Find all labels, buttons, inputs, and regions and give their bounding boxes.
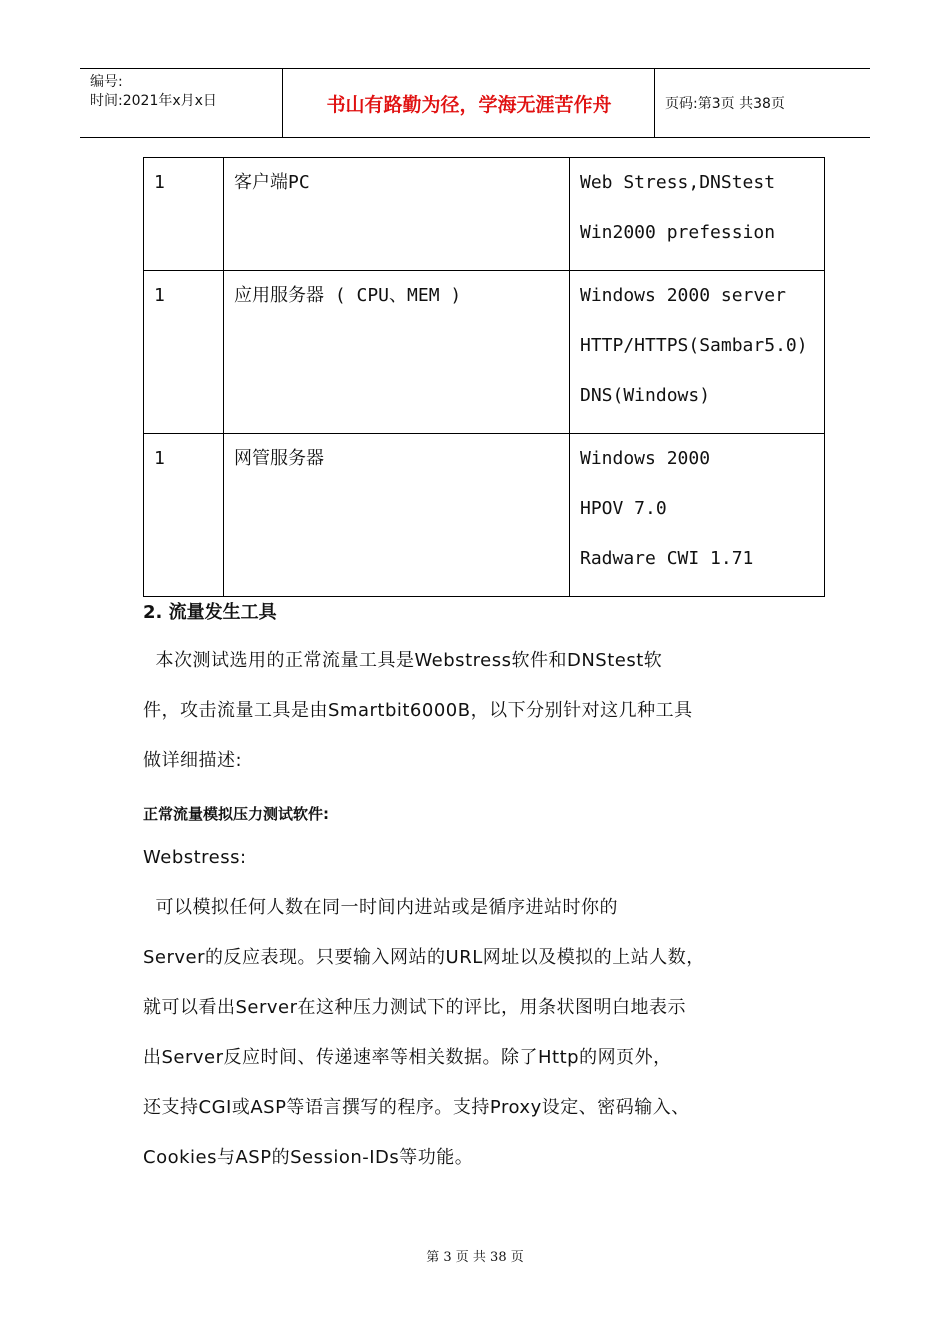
equipment-table xyxy=(143,157,825,597)
page-header xyxy=(80,68,870,138)
table-cell-name: 网管服务器 xyxy=(224,434,570,597)
table-cell-qty: 1 xyxy=(144,271,224,434)
tool-name: Webstress: xyxy=(143,847,247,868)
table-cell-name: 应用服务器 ( CPU、MEM ) xyxy=(224,271,570,434)
paragraph-line: 件，攻击流量工具是由Smartbit6000B，以下分别针对这几种工具 xyxy=(143,700,693,721)
table-cell-name: 客户端PC xyxy=(224,158,570,271)
paragraph-line: 做详细描述: xyxy=(143,750,243,771)
paragraph-line: 还支持CGI或ASP等语言撰写的程序。支持Proxy设定、密码输入、 xyxy=(143,1097,690,1118)
paragraph-line: 出Server反应时间、传递速率等相关数据。除了Http的网页外， xyxy=(143,1047,672,1068)
header-time-label: 时间:2021年x月x日 xyxy=(90,93,217,109)
page-footer: 第 3 页 共 38 页 xyxy=(426,1250,524,1265)
header-number-label: 编号: xyxy=(90,74,123,90)
paragraph-line: Cookies与ASP的Session-IDs等功能。 xyxy=(143,1147,474,1168)
header-page-label: 页码:第3页 共38页 xyxy=(665,96,785,112)
intro-paragraph xyxy=(143,636,833,786)
table-cell-qty: 1 xyxy=(144,434,224,597)
paragraph-line: 就可以看出Server在这种压力测试下的评比，用条状图明白地表示 xyxy=(143,997,687,1018)
table-row xyxy=(144,271,825,434)
table-row xyxy=(144,158,825,271)
tool-description xyxy=(143,833,833,1183)
header-divider xyxy=(654,69,655,137)
subsection-title: 正常流量模拟压力测试软件: xyxy=(143,805,329,823)
table-cell-software: Web Stress,DNStest Win2000 prefession xyxy=(570,158,825,271)
header-meta xyxy=(90,73,217,111)
paragraph-line: 可以模拟任何人数在同一时间内进站或是循序进站时你的 xyxy=(143,897,618,918)
table-row xyxy=(144,434,825,597)
header-slogan: 书山有路勤为径，学海无涯苦作舟 xyxy=(326,93,612,116)
table-cell-software: Windows 2000 HPOV 7.0 Radware CWI 1.71 xyxy=(570,434,825,597)
table-cell-software: Windows 2000 server HTTP/HTTPS(Sambar5.0) DNS(Windows) xyxy=(570,271,825,434)
paragraph-line: 本次测试选用的正常流量工具是Webstress软件和DNStest软 xyxy=(143,650,663,671)
table-cell-qty: 1 xyxy=(144,158,224,271)
section-title: 2. 流量发生工具 xyxy=(143,602,277,623)
paragraph-line: Server的反应表现。只要输入网站的URL网址以及模拟的上站人数， xyxy=(143,947,705,968)
